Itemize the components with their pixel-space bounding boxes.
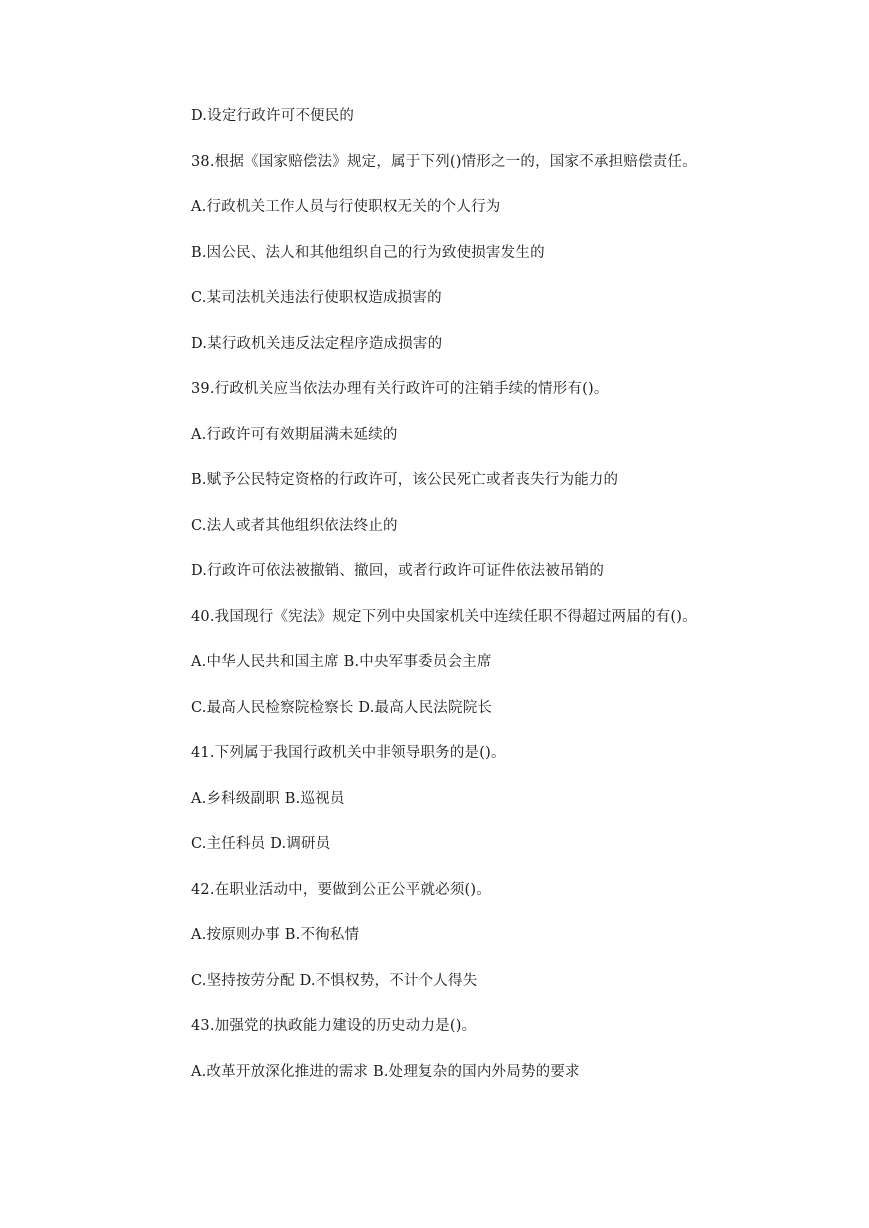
- option-text: D.某行政机关违反法定程序造成损害的: [191, 336, 443, 352]
- option-text: C.某司法机关违法行使职权造成损害的: [191, 290, 442, 306]
- option-text: A.行政许可有效期届满未延续的: [191, 427, 398, 443]
- option-text: C.主任科员 D.调研员: [191, 836, 331, 852]
- question-text: 41.下列属于我国行政机关中非领导职务的是()。: [191, 745, 506, 761]
- option-text: C.坚持按劳分配 D.不惧权势，不计个人得失: [191, 973, 478, 989]
- option-text: C.法人或者其他组织依法终止的: [191, 518, 398, 534]
- option-text: C.最高人民检察院检察长 D.最高人民法院院长: [191, 700, 493, 716]
- question-text: 42.在职业活动中，要做到公正公平就必须()。: [191, 882, 491, 898]
- option-text: B.因公民、法人和其他组织自己的行为致使损害发生的: [191, 245, 545, 261]
- question-text: 40.我国现行《宪法》规定下列中央国家机关中连续任职不得超过两届的有()。: [191, 609, 697, 625]
- option-text: A.改革开放深化推进的需求 B.处理复杂的国内外局势的要求: [191, 1064, 580, 1080]
- option-text: D.行政许可依法被撤销、撤回，或者行政许可证件依法被吊销的: [191, 563, 605, 579]
- question-text: 38.根据《国家赔偿法》规定，属于下列()情形之一的，国家不承担赔偿责任。: [191, 154, 697, 170]
- option-text: A.中华人民共和国主席 B.中央军事委员会主席: [191, 654, 492, 670]
- option-text: A.乡科级副职 B.巡视员: [191, 791, 345, 807]
- option-text: D.设定行政许可不便民的: [191, 108, 355, 124]
- question-text: 39.行政机关应当依法办理有关行政许可的注销手续的情形有()。: [191, 381, 609, 397]
- option-text: A.按原则办事 B.不徇私情: [191, 927, 360, 943]
- option-text: A.行政机关工作人员与行使职权无关的个人行为: [191, 199, 501, 215]
- question-text: 43.加强党的执政能力建设的历史动力是()。: [191, 1018, 477, 1034]
- option-text: B.赋予公民特定资格的行政许可，该公民死亡或者丧失行为能力的: [191, 472, 619, 488]
